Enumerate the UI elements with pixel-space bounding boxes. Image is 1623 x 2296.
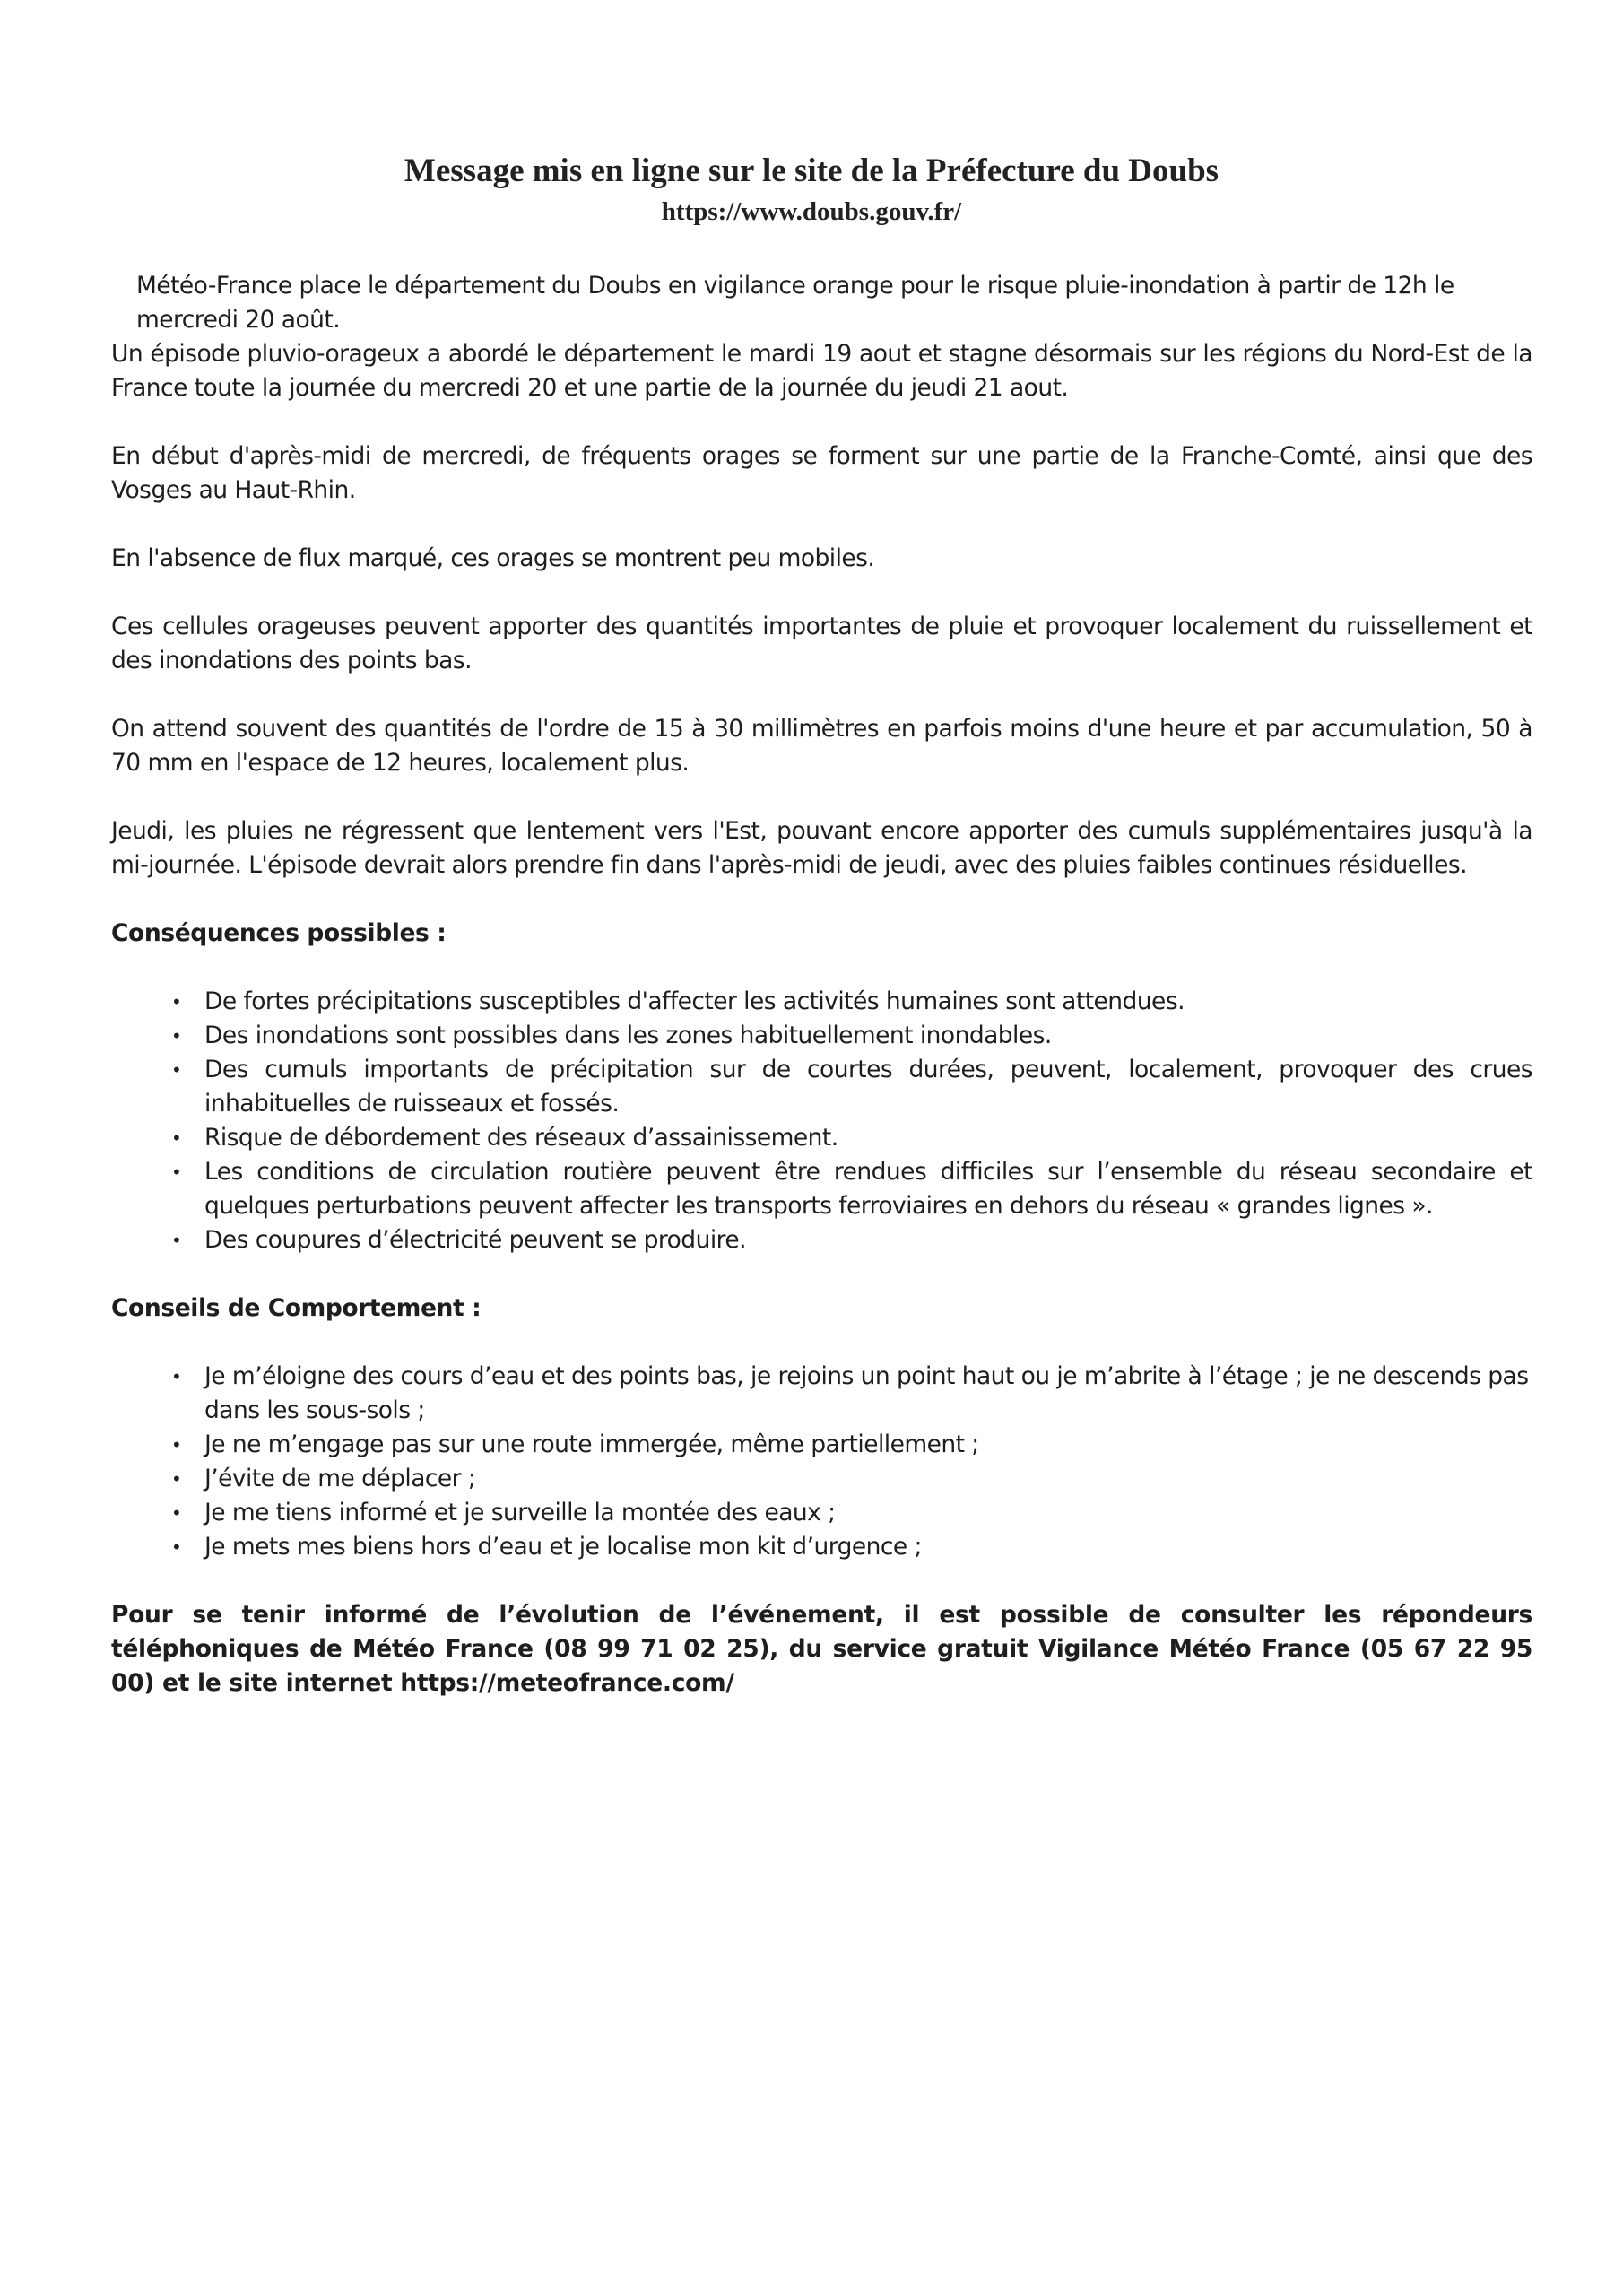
list-item [171, 1462, 1532, 1496]
list-item [171, 1019, 1532, 1053]
conseils-list [111, 1360, 1532, 1564]
bullet-icon: • [171, 1536, 182, 1558]
bullet-icon: • [171, 1059, 182, 1081]
bullet-icon: • [171, 1434, 182, 1456]
paragraph-intro: Météo-France place le département du Doubs en vigilance orange pour le risque pluie-inondation à partir de 12h le mercredi 20 août. [136, 272, 1454, 334]
list-item [171, 1530, 1532, 1564]
list-item [171, 1053, 1532, 1121]
bullet-icon: • [171, 1127, 182, 1149]
bullet-icon: • [171, 1230, 182, 1251]
list-item [171, 1223, 1532, 1257]
list-item-text: Risque de débordement des réseaux d’assainissement. [204, 1124, 838, 1152]
consequences-heading: Conséquences possibles : [111, 919, 447, 947]
list-item-text: De fortes précipitations susceptibles d'affecter les activités humaines sont attendues. [204, 987, 1185, 1015]
bullet-icon: • [171, 991, 182, 1013]
list-item-text: Je m’éloigne des cours d’eau et des points bas, je rejoins un point haut ou je m’abrite à l’étage ; je ne descends pas dans les sous-sols ; [204, 1362, 1529, 1424]
document-title: Message mis en ligne sur le site de la Préfecture du Doubs [404, 152, 1219, 189]
bullet-icon: • [171, 1502, 182, 1524]
prefecture-url: https://www.doubs.gouv.fr/ [661, 197, 962, 226]
paragraph-debut: En début d'après-midi de mercredi, de fréquents orages se forment sur une partie de la Franche-Comté, ainsi que des Vosges au Haut-Rhin. [111, 442, 1532, 504]
paragraph-quantites: On attend souvent des quantités de l'ordre de 15 à 30 millimètres en parfois moins d'une heure et par accumulation, 50 à 70 mm en l'espace de 12 heures, localement plus. [111, 715, 1532, 777]
bullet-icon: • [171, 1161, 182, 1183]
paragraph-absence: En l'absence de flux marqué, ces orages se montrent peu mobiles. [111, 544, 875, 572]
list-item-text: Je mets mes biens hors d’eau et je localise mon kit d’urgence ; [204, 1533, 922, 1561]
bullet-icon: • [171, 1468, 182, 1490]
list-item [171, 1121, 1532, 1155]
paragraph-episode: Un épisode pluvio-orageux a abordé le département le mardi 19 aout et stagne désormais sur les régions du Nord-Est de la France toute la journée du mercredi 20 et une partie de la journée du jeudi 21 aout. [111, 340, 1532, 402]
list-item-text: Je ne m’engage pas sur une route immergée, même partiellement ; [204, 1431, 979, 1458]
consequences-list [111, 985, 1532, 1257]
list-item-text: Je me tiens informé et je surveille la montée des eaux ; [204, 1499, 836, 1526]
list-item [171, 985, 1532, 1019]
list-item-text: Des inondations sont possibles dans les zones habituellement inondables. [204, 1022, 1052, 1049]
bullet-icon: • [171, 1366, 182, 1387]
list-item [171, 1496, 1532, 1530]
conseils-heading: Conseils de Comportement : [111, 1294, 482, 1322]
list-item-text: Les conditions de circulation routière peuvent être rendues difficiles sur l’ensemble du réseau secondaire et quelques perturbations peuvent affecter les transports ferroviaires en dehors du réseau « grandes lignes ». [204, 1158, 1532, 1220]
list-item-text: Des coupures d’électricité peuvent se produire. [204, 1226, 747, 1254]
list-item [171, 1428, 1532, 1462]
paragraph-jeudi: Jeudi, les pluies ne régressent que lentement vers l'Est, pouvant encore apporter des cumuls supplémentaires jusqu'à la mi-journée. L'épisode devrait alors prendre fin dans l'après-midi de jeudi, avec des pluies faibles continues résiduelles. [111, 817, 1532, 879]
paragraph-cellules: Ces cellules orageuses peuvent apporter des quantités importantes de pluie et provoquer localement du ruissellement et des inondations des points bas. [111, 613, 1532, 674]
list-item [171, 1360, 1532, 1428]
document-header [0, 151, 1623, 229]
document-body [111, 269, 1532, 1700]
footer-note: Pour se tenir informé de l’évolution de l’événement, il est possible de consulter les répondeurs téléphoniques de Météo France (08 99 71 02 25), du service gratuit Vigilance Météo France (05 67 22 95 00) et le site internet https://meteofrance.com/ [111, 1601, 1532, 1697]
bullet-icon: • [171, 1025, 182, 1047]
list-item-text: Des cumuls importants de précipitation sur de courtes durées, peuvent, localement, provoquer des crues inhabituelles de ruisseaux et fossés. [204, 1056, 1532, 1118]
list-item-text: J’évite de me déplacer ; [204, 1465, 476, 1492]
list-item [171, 1155, 1532, 1223]
